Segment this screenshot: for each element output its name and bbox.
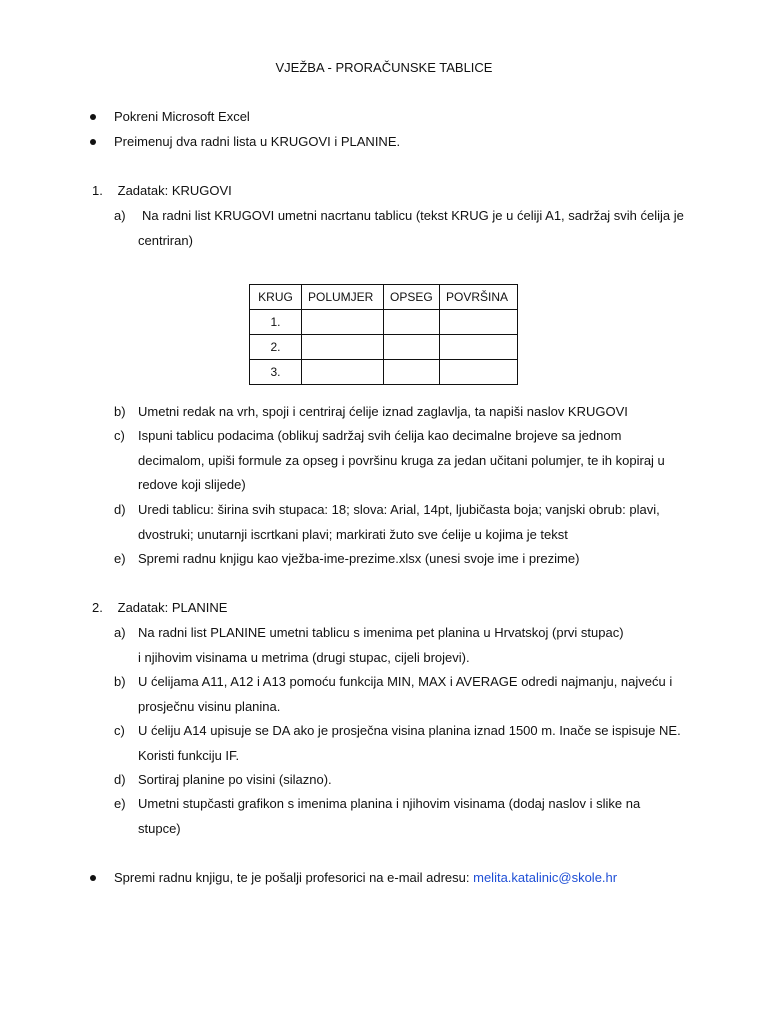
table-row xyxy=(250,360,518,385)
table-cell: 1. xyxy=(250,310,302,335)
table-cell xyxy=(384,360,440,385)
table-header-cell: POLUMJER xyxy=(302,285,384,310)
table-cell: 3. xyxy=(250,360,302,385)
bullet-icon xyxy=(90,139,96,145)
table-header-cell: OPSEG xyxy=(384,285,440,310)
table-cell xyxy=(440,310,518,335)
table-cell xyxy=(302,360,384,385)
table-row xyxy=(250,310,518,335)
krug-table xyxy=(249,284,518,385)
email-link[interactable]: melita.katalinic@skole.hr xyxy=(473,870,618,885)
table-header-cell: KRUG xyxy=(250,285,302,310)
table-cell: 2. xyxy=(250,335,302,360)
table-cell xyxy=(302,335,384,360)
table-cell xyxy=(384,335,440,360)
task1-heading: 1. Zadatak: KRUGOVI xyxy=(92,183,232,198)
bullet-icon xyxy=(90,114,96,120)
task2-heading: 2. Zadatak: PLANINE xyxy=(92,600,228,615)
table-cell xyxy=(440,335,518,360)
table-header-row xyxy=(250,285,518,310)
document-page: VJEŽBA - PRORAČUNSKE TABLICE Pokreni Microsoft Excel Preimenuj dva radni lista u KRUGOVI i PLANINE. 1. Zadatak: KRUGOVI a) Na radni list KRUGOVI umetni nacrtanu tablicu (tekst KRUG je u ćeliji A1, sadržaj svih ćelija je centriran) KRUG POLUMJER OPSEG POVRŠINA 1. 2. 3. b) Umetni redak na vrh, spoji i centriraj ćelije iznad zaglavlja, ta napiši naslov KRUGOVI c) Ispuni tablicu podacima (oblikuj sadržaj svih ćelija kao decimalne brojeve sa jednom decimalom, upiši formule za opseg i površinu kruga za jedan učitani polumjer, te ih kopiraj u redove koji slijede) d) Uredi tablicu: širina svih stupaca: 18; slova: Arial, 14pt, ljubičasta boja; vanjski obrub: plavi, dvostruki; unutarnji iscrtkani plavi; markirati žuto sve ćelije u kojima je tekst e) Spremi radnu knjigu kao vježba-ime-prezime.xlsx (unesi svoje ime i prezime) 2. Zadatak: PLANINE a) Na radni list PLANINE umetni tablicu s imenima pet planina u Hrvatskoj (prvi stupac) i njihovim visinama u metrima (drugi stupac, cijeli brojevi). b) U ćelijama A11, A12 i A13 pomoću funkcija MIN, MAX i AVERAGE odredi najmanju, najveću i prosječnu visinu planina. c) U ćeliju A14 upisuje se DA ako je prosječna visina planina iznad 1500 m. Inače se ispisuje NE. Koristi funkciju IF. d) Sortiraj planine po visini (silazno). e) Umetni stupčasti grafikon s imenima planina i njihovim visinama (dodaj naslov i slike na stupce) Spremi radnu knjigu, te je pošalji profesorici na e-mail adresu: melita.katalinic@skole.hr xyxy=(0,0,768,1024)
table-cell xyxy=(384,310,440,335)
table-row xyxy=(250,335,518,360)
table-cell xyxy=(440,360,518,385)
document-title: VJEŽBA - PRORAČUNSKE TABLICE xyxy=(275,60,493,75)
bullet-icon xyxy=(90,875,96,881)
table-header-cell: POVRŠINA xyxy=(440,285,518,310)
table-cell xyxy=(302,310,384,335)
